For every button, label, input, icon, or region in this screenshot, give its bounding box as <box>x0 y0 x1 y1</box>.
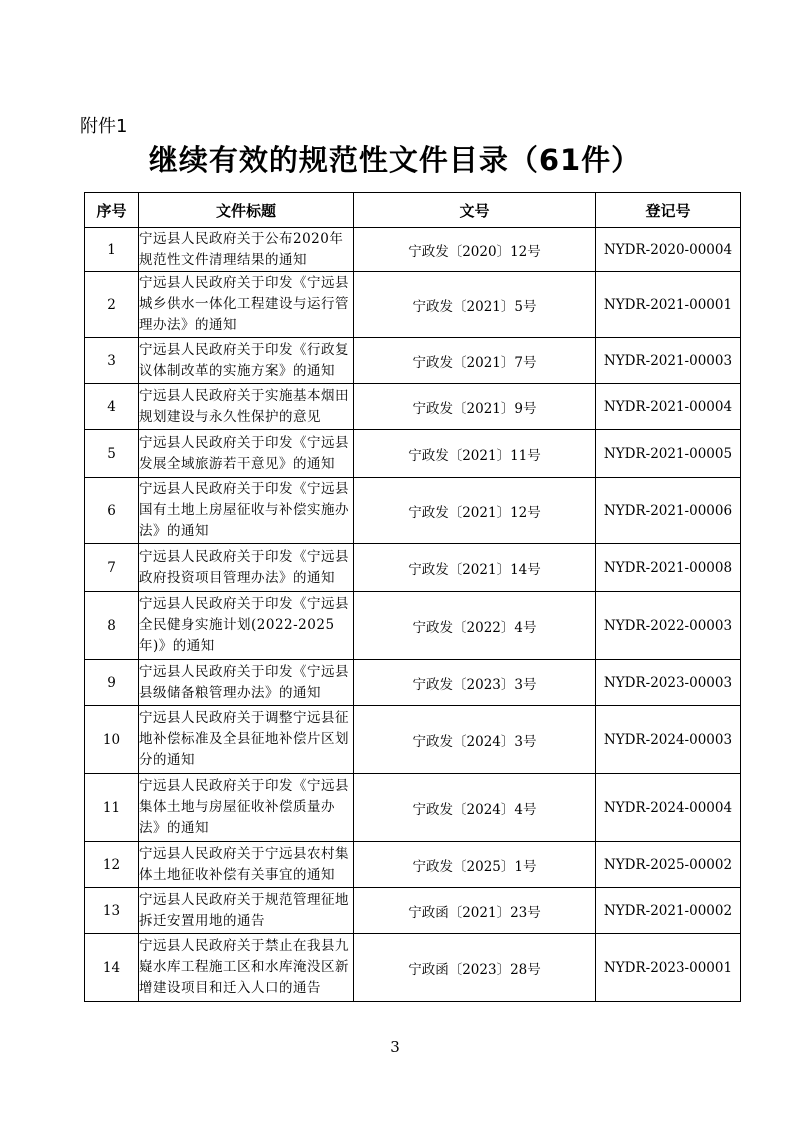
row-registration-number: NYDR-2021-00002 <box>596 888 741 934</box>
table-row <box>85 660 741 706</box>
page-title: 继续有效的规范性文件目录（61件） <box>148 143 642 177</box>
row-doc-number: 宁政发〔2021〕11号 <box>354 430 596 478</box>
row-registration-number: NYDR-2021-00004 <box>596 384 741 430</box>
table-row <box>85 338 741 384</box>
row-title: 宁远县人民政府关于实施基本烟田规划建设与永久性保护的意见 <box>139 384 354 430</box>
header-registration-number: 登记号 <box>596 193 741 228</box>
row-index: 12 <box>85 842 139 888</box>
table-row <box>85 384 741 430</box>
row-doc-number: 宁政发〔2024〕4号 <box>354 774 596 842</box>
row-title: 宁远县人民政府关于印发《宁远县集体土地与房屋征收补偿质量办法》的通知 <box>139 774 354 842</box>
row-title: 宁远县人民政府关于规范管理征地拆迁安置用地的通告 <box>139 888 354 934</box>
row-doc-number: 宁政发〔2025〕1号 <box>354 842 596 888</box>
row-title: 宁远县人民政府关于禁止在我县九嶷水库工程施工区和水库淹没区新增建设项目和迁入人口的通告 <box>139 934 354 1002</box>
row-registration-number: NYDR-2020-00004 <box>596 228 741 272</box>
row-title: 宁远县人民政府关于印发《宁远县全民健身实施计划(2022-2025年)》的通知 <box>139 592 354 660</box>
table-row <box>85 228 741 272</box>
row-doc-number: 宁政发〔2024〕3号 <box>354 706 596 774</box>
row-index: 1 <box>85 228 139 272</box>
row-registration-number: NYDR-2025-00002 <box>596 842 741 888</box>
row-registration-number: NYDR-2024-00003 <box>596 706 741 774</box>
table-row <box>85 934 741 1002</box>
row-registration-number: NYDR-2021-00001 <box>596 272 741 338</box>
row-doc-number: 宁政发〔2020〕12号 <box>354 228 596 272</box>
row-index: 14 <box>85 934 139 1002</box>
row-doc-number: 宁政发〔2021〕14号 <box>354 544 596 592</box>
row-index: 11 <box>85 774 139 842</box>
row-index: 6 <box>85 478 139 544</box>
row-doc-number: 宁政发〔2023〕3号 <box>354 660 596 706</box>
row-registration-number: NYDR-2022-00003 <box>596 592 741 660</box>
row-title: 宁远县人民政府关于宁远县农村集体土地征收补偿有关事宜的通知 <box>139 842 354 888</box>
row-title: 宁远县人民政府关于印发《宁远县城乡供水一体化工程建设与运行管理办法》的通知 <box>139 272 354 338</box>
attachment-label: 附件1 <box>80 116 128 137</box>
row-registration-number: NYDR-2021-00008 <box>596 544 741 592</box>
table-row <box>85 774 741 842</box>
row-title: 宁远县人民政府关于印发《宁远县国有土地上房屋征收与补偿实施办法》的通知 <box>139 478 354 544</box>
row-index: 9 <box>85 660 139 706</box>
row-doc-number: 宁政函〔2021〕23号 <box>354 888 596 934</box>
row-title: 宁远县人民政府关于印发《行政复议体制改革的实施方案》的通知 <box>139 338 354 384</box>
row-index: 8 <box>85 592 139 660</box>
row-doc-number: 宁政发〔2021〕7号 <box>354 338 596 384</box>
table-row <box>85 544 741 592</box>
row-doc-number: 宁政发〔2021〕5号 <box>354 272 596 338</box>
row-registration-number: NYDR-2023-00003 <box>596 660 741 706</box>
row-registration-number: NYDR-2023-00001 <box>596 934 741 1002</box>
row-index: 2 <box>85 272 139 338</box>
row-index: 4 <box>85 384 139 430</box>
row-index: 10 <box>85 706 139 774</box>
row-index: 3 <box>85 338 139 384</box>
row-doc-number: 宁政函〔2023〕28号 <box>354 934 596 1002</box>
row-index: 5 <box>85 430 139 478</box>
row-registration-number: NYDR-2021-00005 <box>596 430 741 478</box>
row-doc-number: 宁政发〔2022〕4号 <box>354 592 596 660</box>
row-registration-number: NYDR-2021-00006 <box>596 478 741 544</box>
row-index: 7 <box>85 544 139 592</box>
row-title: 宁远县人民政府关于印发《宁远县政府投资项目管理办法》的通知 <box>139 544 354 592</box>
table-row <box>85 888 741 934</box>
row-title: 宁远县人民政府关于公布2020年规范性文件清理结果的通知 <box>139 228 354 272</box>
document-catalog-table <box>84 192 741 1002</box>
table-row <box>85 706 741 774</box>
table-row <box>85 842 741 888</box>
header-index: 序号 <box>85 193 139 228</box>
table-row <box>85 592 741 660</box>
table-header-row <box>85 193 741 228</box>
table-row <box>85 430 741 478</box>
page-number: 3 <box>390 1038 400 1056</box>
row-registration-number: NYDR-2021-00003 <box>596 338 741 384</box>
row-title: 宁远县人民政府关于调整宁远县征地补偿标准及全县征地补偿片区划分的通知 <box>139 706 354 774</box>
table-row <box>85 272 741 338</box>
row-doc-number: 宁政发〔2021〕12号 <box>354 478 596 544</box>
row-title: 宁远县人民政府关于印发《宁远县发展全域旅游若干意见》的通知 <box>139 430 354 478</box>
row-doc-number: 宁政发〔2021〕9号 <box>354 384 596 430</box>
row-index: 13 <box>85 888 139 934</box>
row-registration-number: NYDR-2024-00004 <box>596 774 741 842</box>
header-doc-number: 文号 <box>354 193 596 228</box>
header-title: 文件标题 <box>139 193 354 228</box>
row-title: 宁远县人民政府关于印发《宁远县县级储备粮管理办法》的通知 <box>139 660 354 706</box>
table-row <box>85 478 741 544</box>
